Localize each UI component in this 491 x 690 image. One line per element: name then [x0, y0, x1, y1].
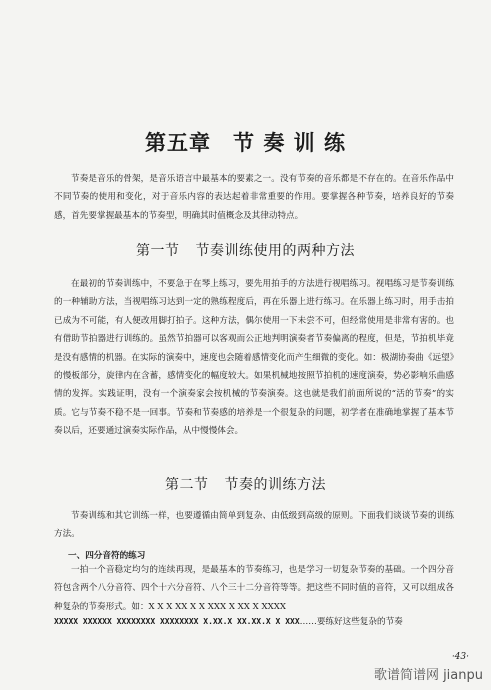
rhythm-notation: XXXXX XXXXXX XXXXXXXX XXXXXXXX X.XX.X XX.XX.X X XXX — [54, 617, 300, 626]
section2-name: 节奏的训练方法 — [224, 477, 326, 493]
subheading-quarter-notes: 一、四分音符的练习 — [68, 551, 146, 561]
section2-paragraph: 节奏训练和其它训练一样，也要遵循由简单到复杂、由低级到高级的原则。下面我们谈谈节奏的训练方法。 — [54, 511, 454, 540]
chapter-title — [0, 127, 491, 157]
section1-name: 节奏训练使用的两种方法 — [195, 243, 355, 259]
chapter-label: 第五章 — [145, 130, 212, 155]
section1-label: 第一节 — [136, 243, 180, 259]
page-number: ·43· — [451, 652, 469, 662]
chapter-name: 节 奏 训 练 — [233, 130, 346, 155]
rhythm-tail-text: ……要练好这些复杂的节奏 — [299, 617, 403, 627]
section1-title — [0, 240, 491, 260]
section1-paragraph: 在最初的节奏训练中，不要急于在琴上练习，要先用拍手的方法进行视唱练习。视唱练习是节奏训练的一种辅助方法，当视唱练习达到一定的熟练程度后，再在乐器上进行练习。在乐器上练习时，用手击拍已成为不可能，有人便改用脚打拍子。这种方法，偶尔使用一下未尝不可，但经常使用是非常有害的。也有借助节拍器进行训练的。虽然节拍器可以客观而公正地判明演奏者节奏偏离的程度，但是，节拍机毕竟是没有感情的机器。在实际的演奏中，速度也会随着感情变化而产生细微的变化。如：极湖协奏曲《远望》的慢板部分，旋律内在含蓄，感情变化的幅度较大。如果机械地按照节拍机的速度演奏，势必影响乐曲感情的发挥。实践证明，没有一个演奏家会按机械的节奏演奏。这也就是我们前面所说的“活的节奏”的实质。它与节奏不稳不是一回事。节奏和节奏感的培养是一个很复杂的问题，初学者在准确地掌握了基本节奏以后，还要通过演奏实际作品，从中慢慢体会。 — [54, 279, 454, 437]
section2-label: 第二节 — [165, 477, 209, 493]
rhythm-notation-row — [54, 615, 474, 627]
section2-subparagraph: 一拍一个音稳定均匀的连续再现，是最基本的节奏练习，也是学习一切复杂节奏的基础。一个四分音符包含两个八分音符、四个十六分音符、八个三十二分音符等等。把这些不同时值的音符，又可以组成各种复杂的节奏形式。如：X X X XX X X XXX X XX X XXXX — [54, 565, 454, 612]
section2-title — [0, 474, 491, 494]
intro-paragraph: 节奏是音乐的骨架，是音乐语言中最基本的要素之一。没有节奏的音乐都是不存在的。在音乐作品中不同节奏的使用和变化，对于音乐内容的表达起着非常重要的作用。要掌握各种节奏，培养良好的节奏感，首先要掌握最基本的节奏型，明确其时值概念及其律动特点。 — [54, 174, 454, 221]
watermark: 歌谱简谱网 jianpu — [373, 668, 483, 683]
